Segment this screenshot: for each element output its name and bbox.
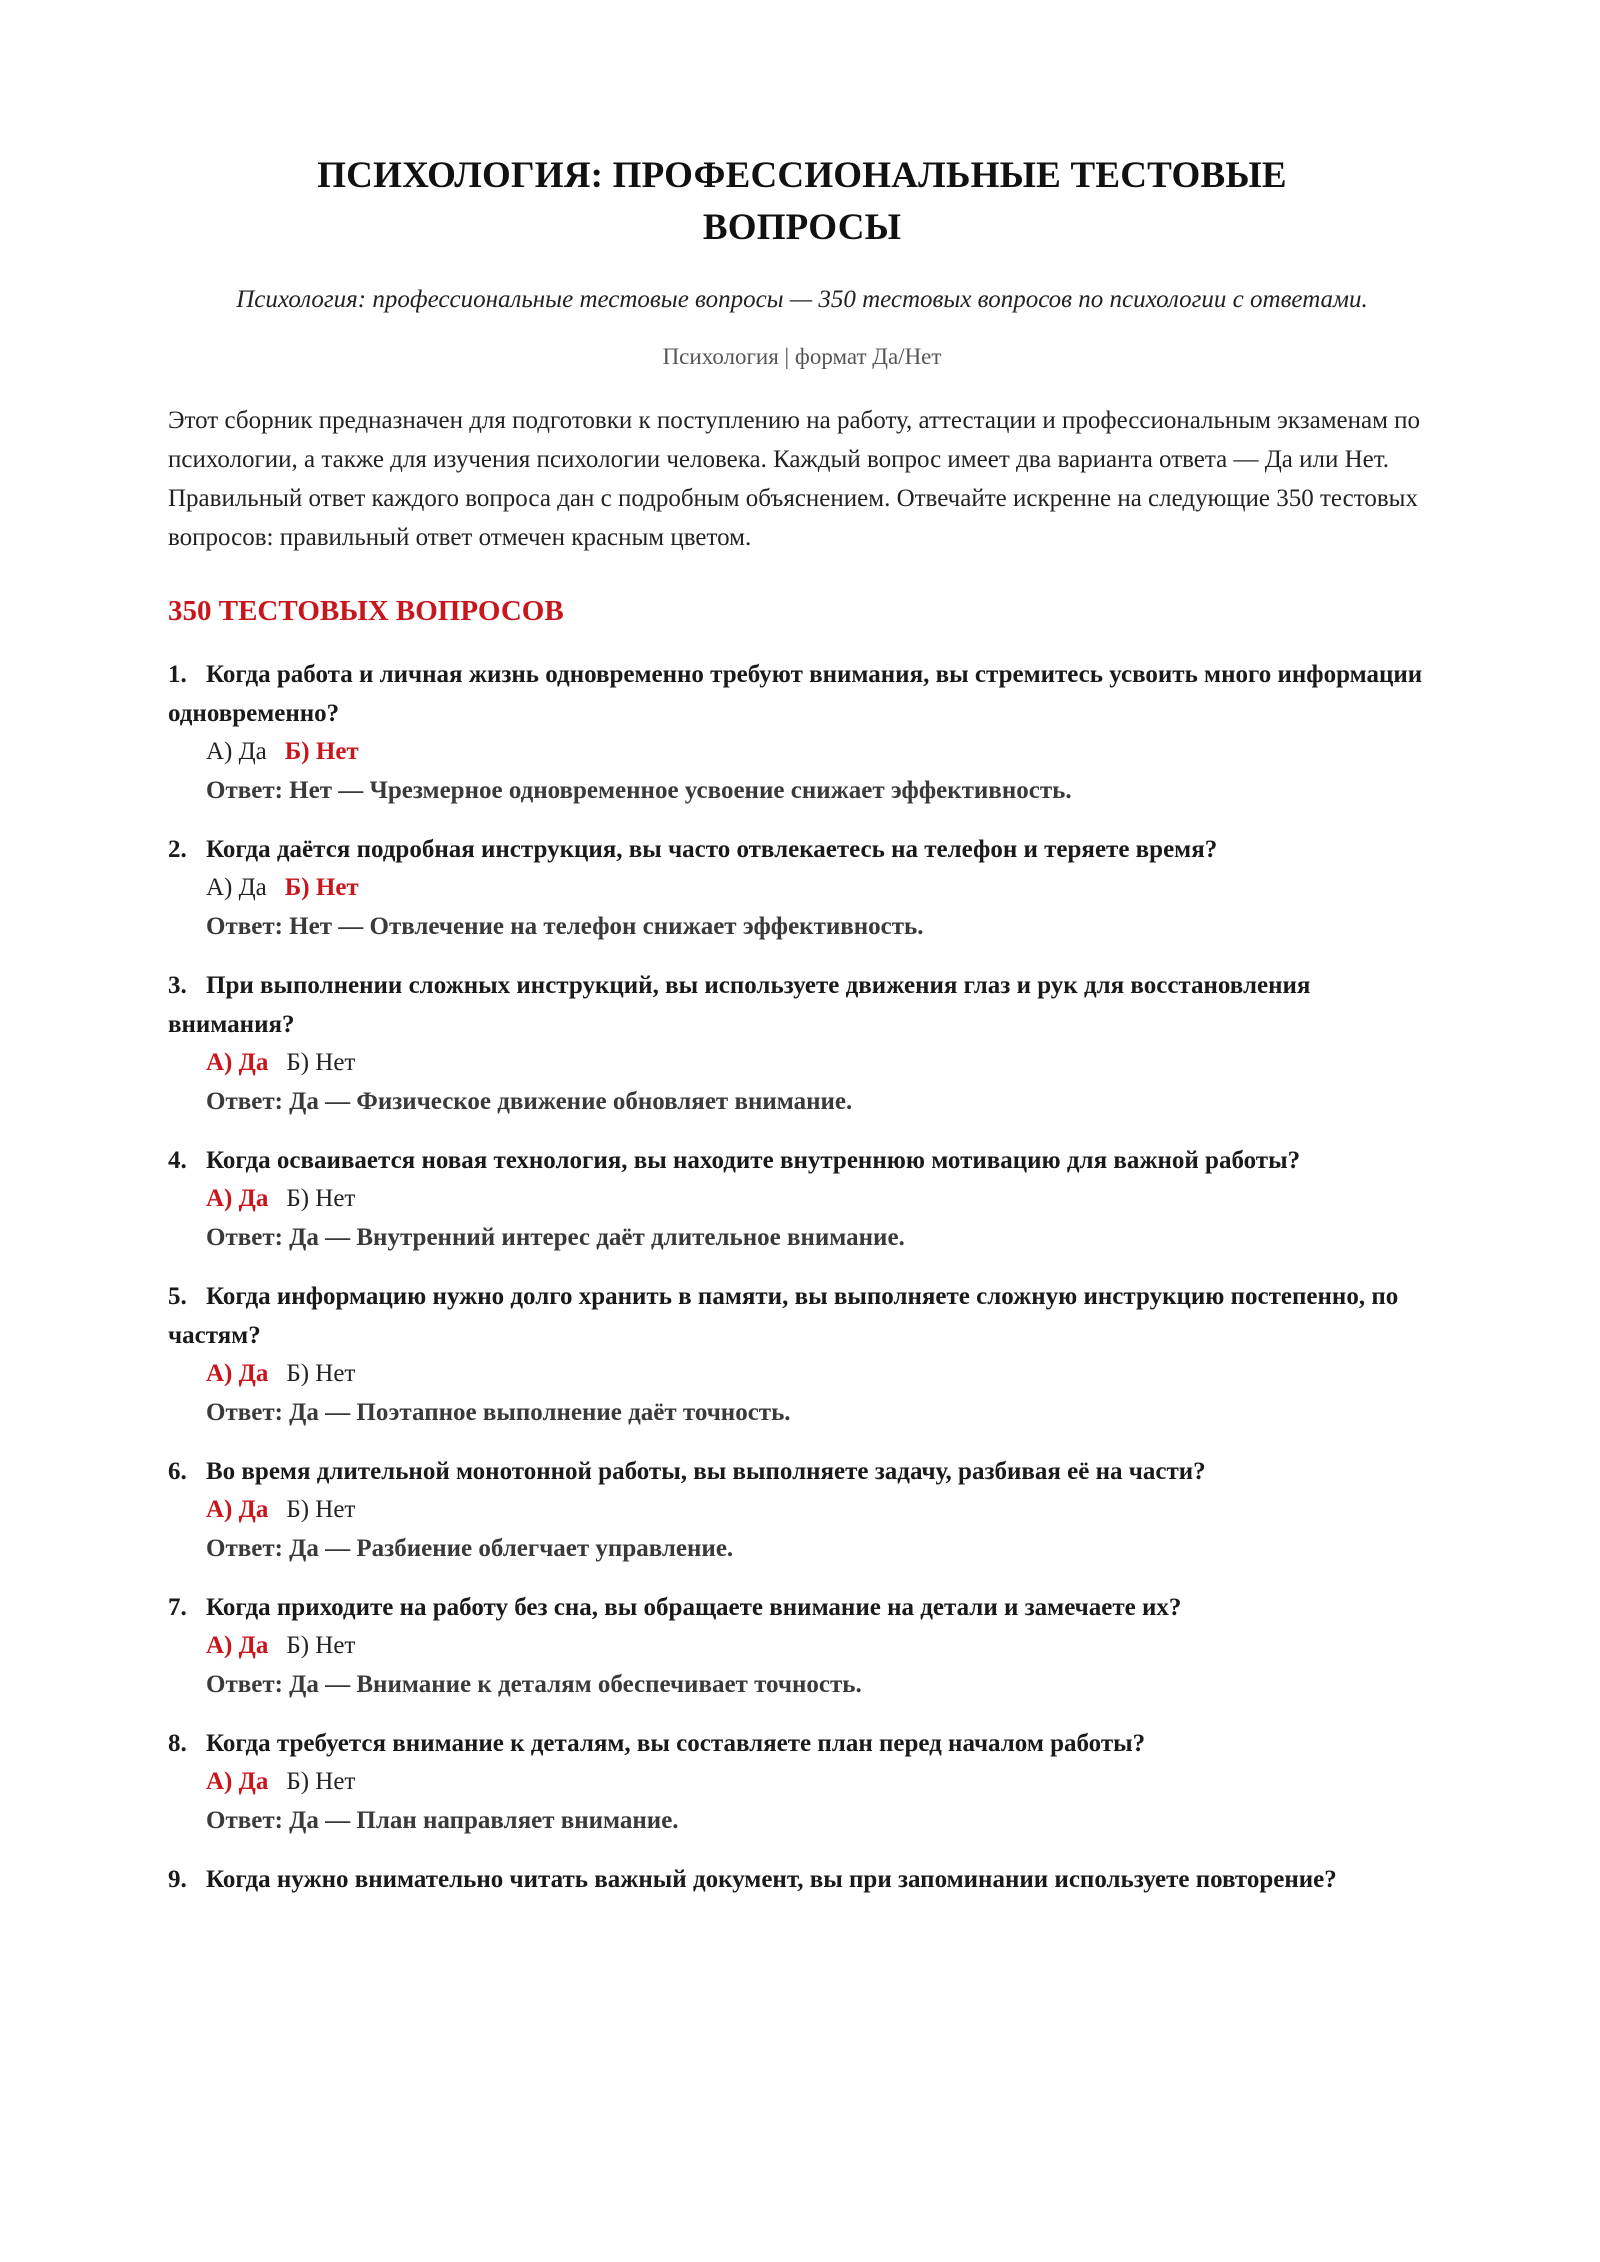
answer-options xyxy=(206,1355,1436,1393)
question-item xyxy=(168,1724,1436,1840)
question-text xyxy=(168,1452,1436,1491)
question-label: Когда даётся подробная инструкция, вы часто отвлекаетесь на телефон и теряете время? xyxy=(206,836,1218,863)
answer-explanation: Ответ: Да — Разбиение облегчает управление. xyxy=(206,1535,734,1562)
question-item xyxy=(168,966,1436,1121)
question-item xyxy=(168,830,1436,946)
question-number: 3. xyxy=(168,972,187,999)
question-label: Когда нужно внимательно читать важный документ, вы при запоминании используете повторение? xyxy=(206,1866,1337,1893)
question-number: 8. xyxy=(168,1730,187,1757)
question-item xyxy=(168,655,1436,810)
option-a: А) Да xyxy=(206,738,267,765)
question-label: Когда приходите на работу без сна, вы обращаете внимание на детали и замечаете их? xyxy=(206,1594,1182,1621)
answer-explanation: Ответ: Да — План направляет внимание. xyxy=(206,1807,679,1834)
question-text xyxy=(168,1860,1436,1899)
document-page xyxy=(168,150,1436,1919)
option-a-correct: А) Да xyxy=(206,1185,269,1212)
answer-explanation: Ответ: Да — Поэтапное выполнение даёт точность. xyxy=(206,1399,791,1426)
section-heading: 350 ТЕСТОВЫХ ВОПРОСОВ xyxy=(168,595,564,627)
answer-options xyxy=(206,1627,1436,1665)
answer-options xyxy=(206,733,1436,771)
question-label: Во время длительной монотонной работы, вы выполняете задачу, разбивая её на части? xyxy=(206,1458,1206,1485)
answer-options xyxy=(206,869,1436,907)
question-text xyxy=(168,1724,1436,1763)
option-b: Б) Нет xyxy=(286,1049,356,1076)
doc-meta: Психология | формат Да/Нет xyxy=(662,344,942,369)
answer-options xyxy=(206,1491,1436,1529)
option-b: Б) Нет xyxy=(286,1768,356,1795)
option-b: Б) Нет xyxy=(286,1185,356,1212)
option-a-correct: А) Да xyxy=(206,1632,269,1659)
option-a: А) Да xyxy=(206,874,267,901)
question-label: Когда требуется внимание к деталям, вы составляете план перед началом работы? xyxy=(206,1730,1146,1757)
option-a-correct: А) Да xyxy=(206,1049,269,1076)
question-text xyxy=(168,966,1436,1044)
answer-explanation: Ответ: Нет — Отвлечение на телефон снижает эффективность. xyxy=(206,913,924,940)
question-item xyxy=(168,1588,1436,1704)
option-a-correct: А) Да xyxy=(206,1768,269,1795)
question-number: 9. xyxy=(168,1866,187,1893)
question-label: При выполнении сложных инструкций, вы используете движения глаз и рук для восстановления внимания? xyxy=(168,972,1311,1038)
option-a-correct: А) Да xyxy=(206,1496,269,1523)
question-text xyxy=(168,1588,1436,1627)
question-text xyxy=(168,655,1436,733)
answer-explanation: Ответ: Да — Физическое движение обновляет внимание. xyxy=(206,1088,853,1115)
answer-options xyxy=(206,1044,1436,1082)
answer-explanation: Ответ: Да — Внимание к деталям обеспечивает точность. xyxy=(206,1671,862,1698)
intro-paragraph: Этот сборник предназначен для подготовки к поступлению на работу, аттестации и профессиональным экзаменам по психологии, а также для изучения психологии человека. Каждый вопрос имеет два варианта ответа — Да или Нет. Правильный ответ каждого вопроса дан с подробным объяснением. Отвечайте искренне на следующие 350 тестовых вопросов: правильный ответ отмечен красным цветом. xyxy=(168,407,1421,551)
answer-options xyxy=(206,1763,1436,1801)
question-item xyxy=(168,1277,1436,1432)
option-b-correct: Б) Нет xyxy=(284,874,359,901)
option-b: Б) Нет xyxy=(286,1632,356,1659)
question-item xyxy=(168,1141,1436,1257)
question-item xyxy=(168,1860,1436,1899)
answer-explanation: Ответ: Да — Внутренний интерес даёт длительное внимание. xyxy=(206,1224,905,1251)
option-b: Б) Нет xyxy=(286,1496,356,1523)
answer-explanation: Ответ: Нет — Чрезмерное одновременное усвоение снижает эффективность. xyxy=(206,777,1072,804)
question-list xyxy=(168,655,1436,1899)
question-number: 2. xyxy=(168,836,187,863)
option-a-correct: А) Да xyxy=(206,1360,269,1387)
question-text xyxy=(168,1277,1436,1355)
question-number: 1. xyxy=(168,661,187,688)
question-text xyxy=(168,1141,1436,1180)
question-number: 6. xyxy=(168,1458,187,1485)
question-number: 7. xyxy=(168,1594,187,1621)
question-label: Когда работа и личная жизнь одновременно требуют внимания, вы стремитесь усвоить много информации одновременно? xyxy=(168,661,1423,727)
question-text xyxy=(168,830,1436,869)
page-title: ПСИХОЛОГИЯ: ПРОФЕССИОНАЛЬНЫЕ ТЕСТОВЫЕ ВОПРОСЫ xyxy=(317,155,1287,248)
option-b-correct: Б) Нет xyxy=(284,738,359,765)
question-item xyxy=(168,1452,1436,1568)
page-subtitle: Психология: профессиональные тестовые вопросы — 350 тестовых вопросов по психологии с ответами. xyxy=(236,286,1368,313)
question-number: 4. xyxy=(168,1147,187,1174)
question-label: Когда информацию нужно долго хранить в памяти, вы выполняете сложную инструкцию постепенно, по частям? xyxy=(168,1283,1399,1349)
question-label: Когда осваивается новая технология, вы находите внутреннюю мотивацию для важной работы? xyxy=(206,1147,1301,1174)
answer-options xyxy=(206,1180,1436,1218)
question-number: 5. xyxy=(168,1283,187,1310)
option-b: Б) Нет xyxy=(286,1360,356,1387)
